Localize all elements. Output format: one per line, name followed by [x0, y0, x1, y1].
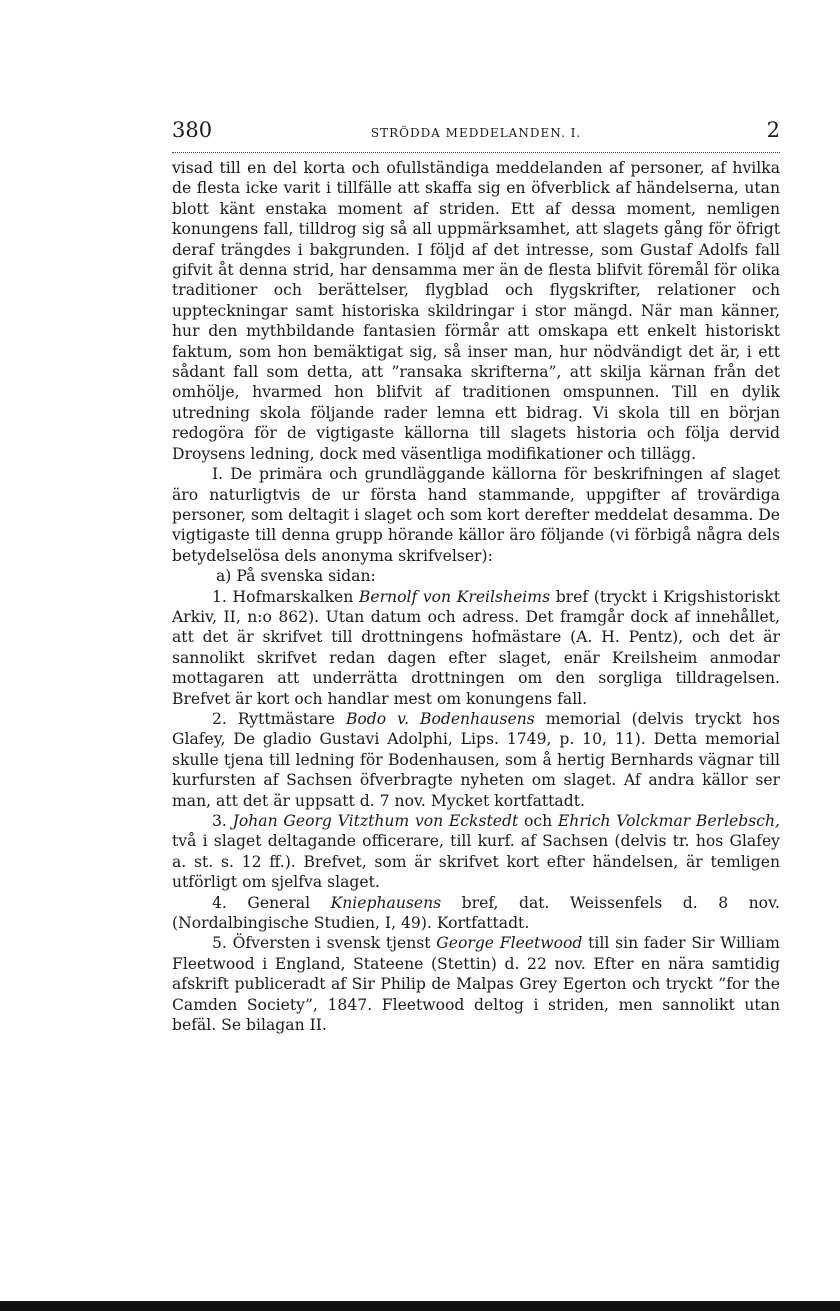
source-4-text: bref, dat. Weissenfels d. 8 nov. (Nordalbingische Studien, I, 49). Kortfattadt. — [172, 893, 780, 933]
source-1-lead: 1. Hofmarskalken — [212, 587, 359, 606]
source-3-name-1: Johan Georg Vitzthum von Eckstedt — [232, 812, 519, 830]
paragraph-source-4 — [172, 893, 780, 934]
paragraph-intro: visad till en del korta och ofullständiga meddelanden af personer, af hvilka de flesta icke varit i tillfälle att skaffa sig en öfverblick af händelserna, utan blott känt enstaka moment af striden. Ett af dessa moment, nemligen konungens fall, tilldrog sig så all uppmärksamhet, att slagets gång för öfrigt deraf trängdes i bakgrunden. I följd af det intresse, som Gustaf Adolfs fall gifvit åt denna strid, har densamma mer än de flesta blifvit föremål för olika traditioner och berättelser, flygblad och flygskrifter, relationer och uppteckningar samt historiska skildringar i stor mängd. När man känner, hur den mythbildande fantasien förmår att omskapa ett enkelt historiskt faktum, som hon bemäktigat sig, så inser man, hur nödvändigt det är, i ett sådant fall som detta, att ”ransaka skrifterna”, att skilja kärnan från det omhölje, hvarmed hon blifvit af traditionen omspunnen. Till en dylik utredning skola följande rader lemna ett bidrag. Vi skola till en början redogöra för de vigtigaste källorna till slagets historia och följa dervid Droysens ledning, dock med väsentliga modifikationer och tillägg. — [172, 159, 780, 463]
source-3-name-2: Ehrich Volckmar Berlebsch, — [557, 812, 781, 830]
running-title: STRÖDDA MEDDELANDEN. I. — [370, 126, 582, 140]
source-2-lead: 2. Ryttmästare — [212, 709, 346, 728]
source-2-name: Bodo v. Bodenhausens — [345, 709, 535, 728]
body-text — [172, 158, 780, 1035]
paragraph-source-5 — [172, 933, 780, 1035]
source-4-name: Kniephausens — [330, 893, 442, 912]
source-3-conjunction: och — [518, 812, 558, 830]
source-2-text: memorial (delvis tryckt hos Glafey, De gladio Gustavi Adolphi, Lips. 1749, p. 10, 11). Detta memorial skulle tjena till ledning för Bodenhausen, som å hertig Bernhards vägnar till kurfursten af Sachsen öfverbragte nyheten om slaget. Af andra källor ser man, att det är uppsatt d. 7 nov. Mycket kortfattadt. — [172, 709, 780, 810]
source-1-name: Bernolf von Kreilsheims — [358, 587, 551, 606]
paragraph-source-3 — [172, 811, 780, 893]
source-5-name: George Fleetwood — [436, 934, 583, 953]
scan-edge-bar — [0, 1301, 840, 1311]
source-5-text: till sin fader Sir William Fleetwood i England, Stateene (Stettin) d. 22 nov. Efter en nära samtidig afskrift publiceradt af Sir Philip de Malpas Grey Egerton och tryckt ”for the Camden Society”, 1847. Fleetwood deltog i striden, men sannolikt utan befäl. Se bilagan II. — [172, 934, 780, 1035]
paragraph-source-1 — [172, 587, 780, 709]
source-3-lead: 3. — [212, 812, 233, 830]
page-header — [172, 118, 780, 148]
paragraph-source-2 — [172, 709, 780, 811]
source-5-lead: 5. Öfversten i svensk tjenst — [212, 934, 437, 953]
paragraph-section-i: I. De primära och grundläggande källorna för beskrifningen af slaget äro naturligtvis de ur första hand stammande, uppgifter af trovärdiga personer, som deltagit i slaget och som kort derefter meddelat desamma. De vigtigaste till denna grupp hörande källor äro följande (vi förbigå några dels betydelselösa dels anonyma skrifvelser): — [172, 465, 780, 565]
page-number: 380 — [172, 118, 213, 142]
source-3-text: två i slaget deltagande officerare, till kurf. af Sachsen (delvis tr. hos Glafey a. st. s. 12 ff.). Brefvet, som är skrifvet kort efter händelsen, är temligen utförligt om sjelfva slaget. — [172, 832, 780, 892]
paragraph-swedish-side: a) På svenska sidan: — [216, 567, 376, 586]
header-rule — [172, 152, 780, 153]
signature-mark: 2 — [766, 118, 780, 142]
source-4-lead: 4. General — [212, 893, 331, 912]
source-1-text: bref (tryckt i Krigshistoriskt Arkiv, II, n:o 862). Utan datum och adress. Det framgår dock af innehållet, att det är skrifvet till drottningens hofmästare (A. H. Pentz), och det är sannolikt skrifvet redan dagen efter slaget, enär Kreilsheim anmodar mottagaren att underrätta drottningen om den sorgliga tilldragelsen. Brefvet är kort och handlar mest om konungens fall. — [172, 587, 780, 708]
